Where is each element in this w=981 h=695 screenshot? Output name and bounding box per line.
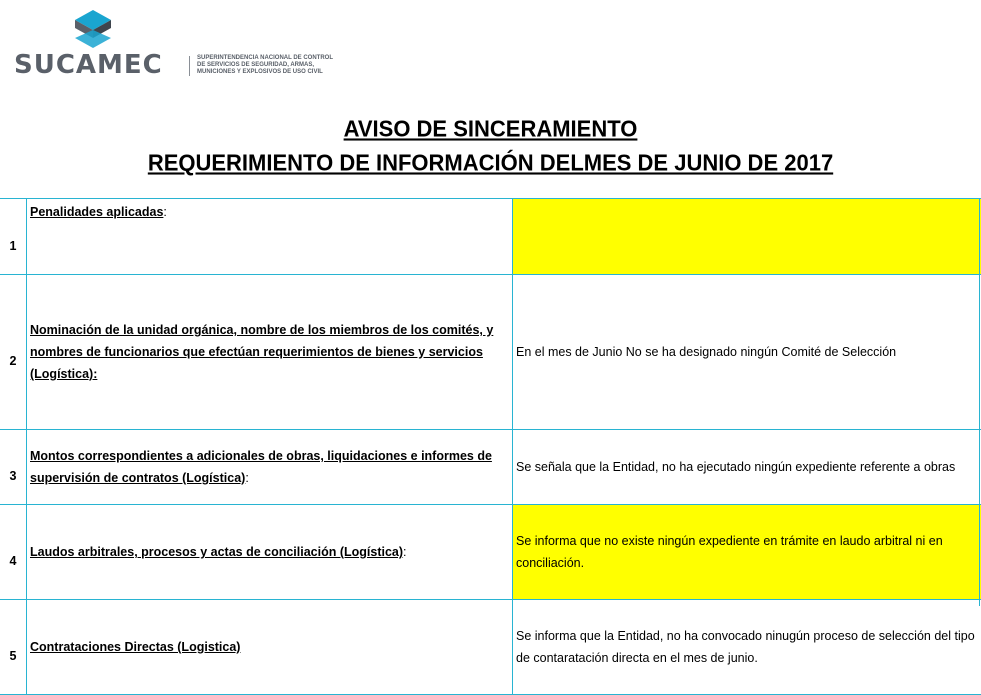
table-row — [0, 600, 981, 695]
logo-separator — [189, 56, 190, 76]
page-title: AVISO DE SINCERAMIENTO — [0, 115, 981, 142]
row-number: 2 — [0, 275, 27, 430]
row-value: En el mes de Junio No se ha designado ningún Comité de Selección — [513, 275, 981, 430]
sucamec-logo — [14, 8, 354, 78]
row-number: 5 — [0, 600, 27, 695]
row-value: Se informa que la Entidad, no ha convocado ninugún proceso de selección del tipo de contaratación directa en el mes de junio. — [513, 600, 981, 695]
row-label: Nominación de la unidad orgánica, nombre de los miembros de los comités, y nombres de funcionarios que efectúan requerimientos de bienes y servicios (Logística): — [27, 275, 513, 430]
logo-subtitle-line: DE SERVICIOS DE SEGURIDAD, ARMAS, — [197, 62, 357, 69]
logo-subtitle — [197, 55, 357, 76]
row-value — [513, 199, 981, 275]
row-label: Contrataciones Directas (Logistica) — [27, 600, 513, 695]
row-number: 3 — [0, 430, 27, 505]
row-value: Se informa que no existe ningún expediente en trámite en laudo arbitral ni en conciliación. — [513, 505, 981, 600]
logo-subtitle-line: SUPERINTENDENCIA NACIONAL DE CONTROL — [197, 55, 357, 62]
row-label: Montos correspondientes a adicionales de obras, liquidaciones e informes de supervisión de contratos (Logística): — [27, 430, 513, 505]
table-row — [0, 430, 981, 505]
table-right-border — [979, 198, 980, 606]
information-table — [0, 198, 981, 695]
table-row — [0, 505, 981, 600]
logo-wordmark: SUCAMEC — [14, 50, 163, 80]
page-subtitle: REQUERIMIENTO DE INFORMACIÓN DELMES DE JUNIO DE 2017 — [0, 149, 981, 176]
row-label: Laudos arbitrales, procesos y actas de conciliación (Logística): — [27, 505, 513, 600]
row-label: Penalidades aplicadas: — [27, 199, 513, 275]
sucamec-logo-mark-icon — [67, 8, 119, 50]
table-row — [0, 275, 981, 430]
table-row — [0, 199, 981, 275]
row-value: Se señala que la Entidad, no ha ejecutado ningún expediente referente a obras — [513, 430, 981, 505]
row-number: 4 — [0, 505, 27, 600]
row-number: 1 — [0, 199, 27, 275]
logo-subtitle-line: MUNICIONES Y EXPLOSIVOS DE USO CIVIL — [197, 69, 357, 76]
